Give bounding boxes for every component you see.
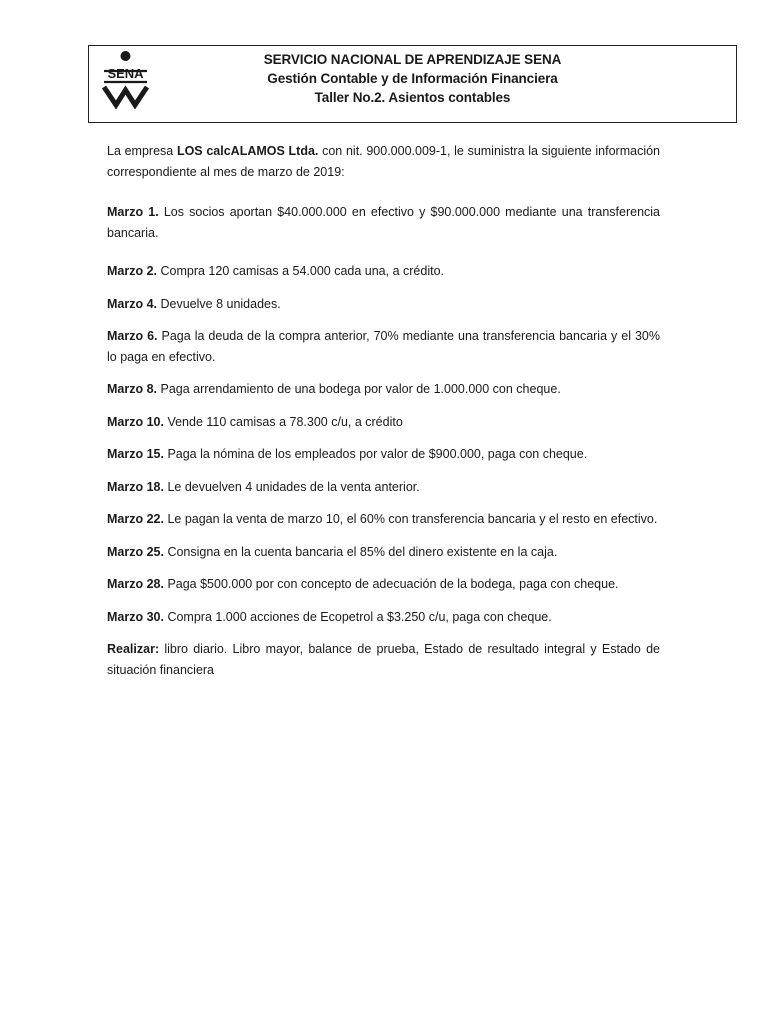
logo-text: SENA [107, 66, 144, 81]
entry-text: Compra 1.000 acciones de Ecopetrol a $3.250 c/u, paga con cheque. [163, 609, 552, 624]
entry-label: Marzo 8. [107, 382, 158, 396]
entry-label: Marzo 10. [107, 414, 164, 429]
entry-marzo-25 [107, 542, 660, 563]
header-title-block [89, 50, 736, 107]
entry-marzo-6 [107, 326, 660, 367]
entry-label: Marzo 1. [107, 205, 159, 219]
entry-text: libro diario. Libro mayor, balance de prueba, Estado de resultado integral y Estado de situación financiera [107, 642, 660, 677]
entry-label: Realizar: [107, 642, 160, 656]
document-body [107, 141, 660, 680]
entry-text: Los socios aportan $40.000.000 en efectivo y $90.000.000 mediante una transferencia bancaria. [107, 205, 660, 240]
entry-label: Marzo 4. [107, 296, 158, 311]
entry-marzo-10 [107, 412, 660, 433]
header-program: Gestión Contable y de Información Financiera [267, 71, 558, 86]
intro-paragraph [107, 141, 660, 182]
entry-marzo-28 [107, 574, 660, 595]
intro-prefix: La empresa [107, 144, 177, 158]
company-name: LOS calcALAMOS Ltda. [176, 144, 319, 158]
entry-text: Paga arrendamiento de una bodega por valor de 1.000.000 con cheque. [157, 382, 561, 396]
entry-marzo-1 [107, 202, 660, 243]
header-institution: SERVICIO NACIONAL DE APRENDIZAJE SENA [263, 52, 562, 67]
entry-text: Compra 120 camisas a 54.000 cada una, a crédito. [157, 264, 444, 278]
entry-text: Le devuelven 4 unidades de la venta anterior. [163, 479, 420, 494]
entry-marzo-30 [107, 607, 660, 628]
entry-text: Paga la nómina de los empleados por valor de $900.000, paga con cheque. [163, 447, 588, 461]
entry-marzo-22 [107, 509, 660, 530]
entry-label: Marzo 15. [107, 447, 164, 461]
entry-text: Paga la deuda de la compra anterior, 70% mediante una transferencia bancaria y el 30% lo paga en efectivo. [107, 329, 660, 364]
entry-marzo-8 [107, 379, 660, 400]
entry-text: Le pagan la venta de marzo 10, el 60% con transferencia bancaria y el resto en efectivo. [163, 512, 658, 526]
task-instructions [107, 639, 660, 680]
header-workshop: Taller No.2. Asientos contables [314, 90, 511, 105]
entry-label: Marzo 2. [107, 264, 158, 278]
entry-marzo-15 [107, 444, 660, 465]
entry-marzo-18 [107, 477, 660, 498]
entry-label: Marzo 6. [107, 329, 158, 343]
entry-label: Marzo 28. [107, 577, 164, 591]
entry-label: Marzo 22. [107, 512, 164, 526]
intro-suffix: con nit. 900.000.009-1, le suministra la siguiente información correspondiente al mes de marzo de 2019: [107, 144, 661, 179]
entry-text: Vende 110 camisas a 78.300 c/u, a crédito [163, 414, 403, 429]
entry-label: Marzo 30. [107, 609, 164, 624]
entry-text: Devuelve 8 unidades. [157, 296, 281, 311]
entry-marzo-2 [107, 261, 660, 282]
entry-text: Consigna en la cuenta bancaria el 85% del dinero existente en la caja. [163, 544, 558, 559]
document-header [88, 45, 737, 123]
entry-text: Paga $500.000 por con concepto de adecuación de la bodega, paga con cheque. [163, 577, 619, 591]
entry-label: Marzo 18. [107, 479, 164, 494]
entry-label: Marzo 25. [107, 544, 164, 559]
entry-marzo-4 [107, 294, 660, 315]
